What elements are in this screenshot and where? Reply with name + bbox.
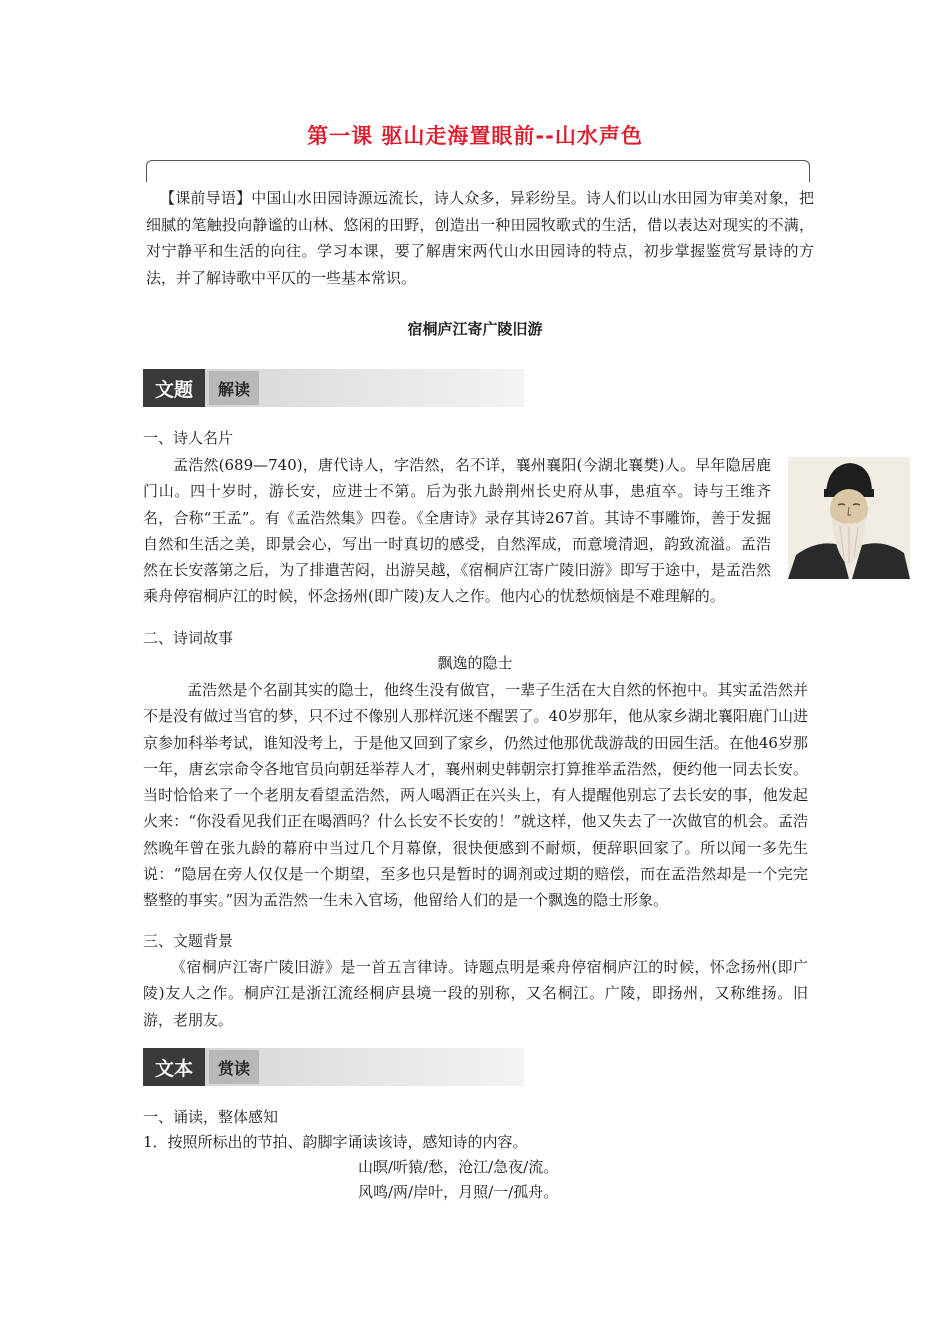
heading-background: 三、文题背景 [143, 932, 234, 950]
heading-recite: 一、诵读，整体感知 [143, 1108, 279, 1126]
poet-portrait [788, 457, 910, 579]
poem-title: 宿桐庐江寄广陵旧游 [407, 320, 543, 338]
poet-bio: 孟浩然(689—740)，唐代诗人，字浩然，名不详，襄州襄阳(今湖北襄樊)人。早年隐居鹿门山。四十岁时，游长安，应进士不第。后为张九龄荆州长史府从事，患疽卒。诗与王维齐名，合称“王孟”。有《孟浩然集》四卷。《全唐诗》录存其诗267首。其诗不事雕饰，善于发掘自然和生活之美，即景会心，写出一时真切的感受，自然浑成，而意境清迥，韵致流溢。孟浩然在长安落第之后，为了排遣苦闷，出游吴越，《宿桐庐江寄广陵旧游》即写于途中，是孟浩然乘舟停宿桐庐江的时候，怀念扬州(即广陵)友人之作。他内心的忧愁烦恼是不难理解的。 [143, 456, 771, 606]
item-1: 1．按照所标出的节拍、韵脚字诵读该诗，感知诗的内容。 [143, 1133, 528, 1151]
page-title: 第一课 驱山走海置眼前--山水声色 [307, 124, 643, 148]
section-banner-wenti [143, 369, 524, 407]
poem-line-2: 风鸣/两/岸叶，月照/一/孤舟。 [358, 1183, 559, 1201]
section-banner-wenben [143, 1048, 524, 1086]
intro-paragraph: 【课前导语】中国山水田园诗源远流长，诗人众多，异彩纷呈。诗人们以山水田园为审美对象，把细腻的笔触投向静谧的山林、悠闲的田野，创造出一种田园牧歌式的生活，借以表达对现实的不满，对宁静平和生活的向往。学习本课，要了解唐宋两代山水田园诗的特点，初步掌握鉴赏写景诗的方法，并了解诗歌中平仄的一些基本常识。 [146, 189, 814, 287]
banner-main-label: 文题 [143, 369, 205, 407]
banner-main-label: 文本 [143, 1048, 205, 1086]
heading-poet-card: 一、诗人名片 [143, 429, 234, 447]
poem-line-1: 山暝/听猿/愁，沧江/急夜/流。 [358, 1158, 559, 1176]
banner-sub-label: 解读 [209, 371, 259, 405]
story-paragraph: 孟浩然是个名副其实的隐士，他终生没有做官，一辈子生活在大自然的怀抱中。其实孟浩然并不是没有做过当官的梦，只不过不像别人那样沉迷不醒罢了。40岁那年，他从家乡湖北襄阳鹿门山进京参加科举考试，谁知没考上，于是他又回到了家乡，仍然过他那优哉游哉的田园生活。在他46岁那一年，唐玄宗命令各地官员向朝廷举荐人才，襄州刺史韩朝宗打算推举孟浩然，便约他一同去长安。当时恰恰来了一个老朋友看望孟浩然，两人喝酒正在兴头上，有人提醒他别忘了去长安的事，他发起火来：“你没看见我们正在喝酒吗？什么长安不长安的！”就这样，他又失去了一次做官的机会。孟浩然晚年曾在张九龄的幕府中当过几个月幕僚，很快便感到不耐烦，便辞职回家了。所以闻一多先生说：“隐居在旁人仅仅是一个期望，至多也只是暂时的调剂或过期的赔偿，而在孟浩然却是一个完完整整的事实。”因为孟浩然一生未入官场，他留给人们的是一个飘逸的隐士形象。 [143, 681, 808, 910]
background-paragraph: 《宿桐庐江寄广陵旧游》是一首五言律诗。诗题点明是乘舟停宿桐庐江的时候，怀念扬州(即广陵)友人之作。桐庐江是浙江流经桐庐县境一段的别称，又名桐江。广陵，即扬州，又称维扬。旧游，老朋友。 [143, 958, 808, 1029]
story-title: 飘逸的隐士 [437, 654, 513, 672]
title-rule [146, 160, 810, 182]
heading-poem-story: 二、诗词故事 [143, 629, 234, 647]
banner-sub-label: 赏读 [209, 1050, 259, 1084]
